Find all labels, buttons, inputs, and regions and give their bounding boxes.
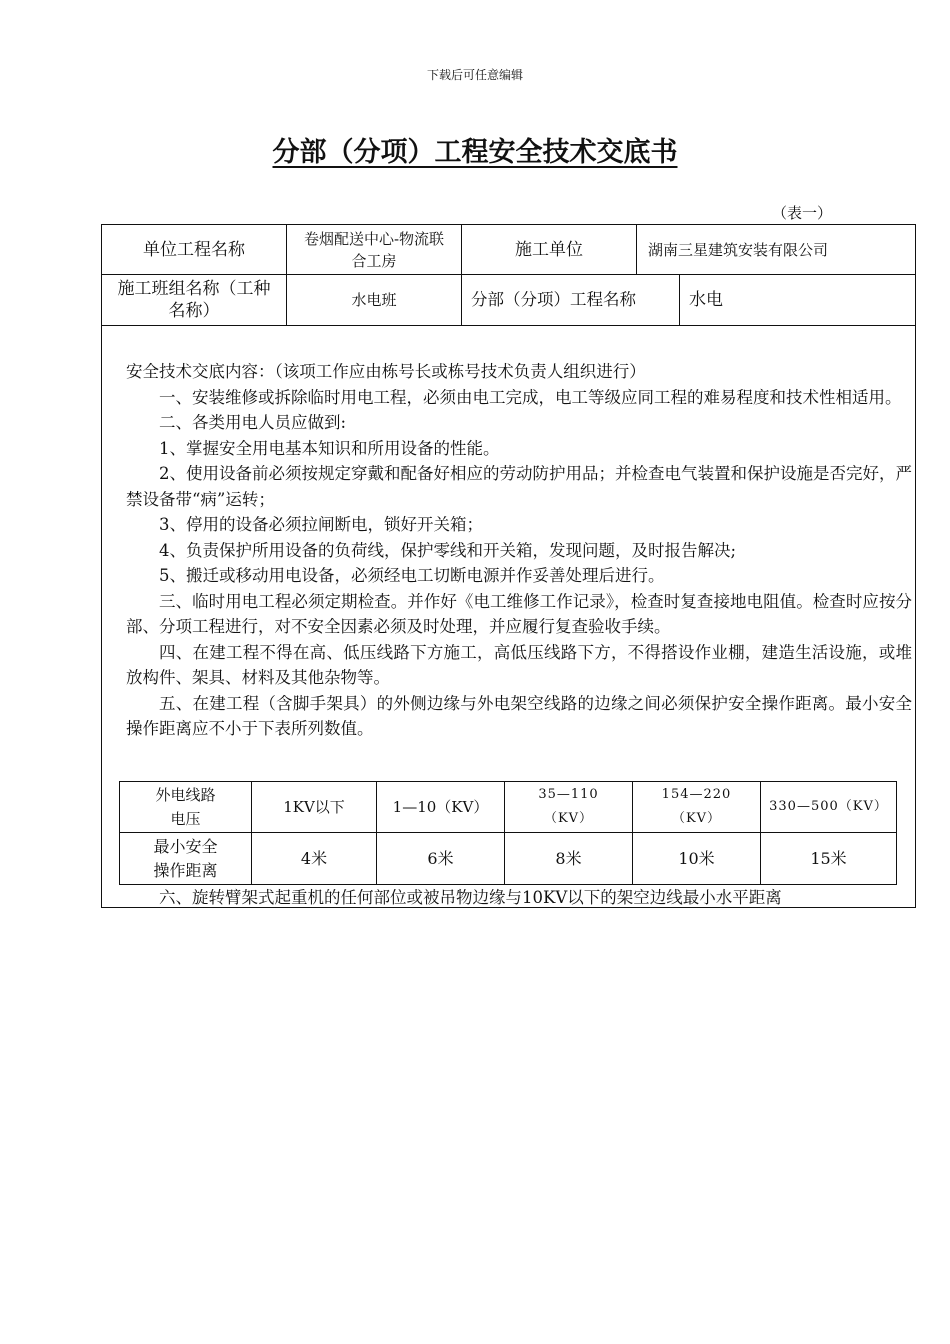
content-item-1: 一、安装维修或拆除临时用电工程，必须由电工完成，电工等级应同工程的难易程度和技术性相适用。 <box>159 387 902 407</box>
content-item-4: 四、在建工程不得在高、低压线路下方施工，高低压线路下方，不得搭设作业棚，建造生活设施，或堆放构件、架具、材料及其他杂物等。 <box>126 642 912 687</box>
header-note: 下载后可任意编辑 <box>426 68 523 82</box>
voltage-cell: 330—500（KV） <box>761 782 897 833</box>
distance-header: 最小安全操作距离 <box>120 833 252 885</box>
disclosure-content <box>126 359 912 742</box>
distance-cell: 15米 <box>761 833 897 885</box>
distance-cell: 10米 <box>633 833 761 885</box>
distance-cell: 6米 <box>377 833 505 885</box>
unit-project-label: 单位工程名称 <box>102 225 287 275</box>
content-item-6: 六、旋转臂架式起重机的任何部位或被吊物边缘与10KV以下的架空边线最小水平距离 <box>159 888 782 907</box>
content-item-2-5: 5、搬迁或移动用电设备，必须经电工切断电源并作妥善处理后进行。 <box>159 566 665 585</box>
voltage-cell: 35—110（KV） <box>505 782 633 833</box>
content-item-2-1: 1、掌握安全用电基本知识和所用设备的性能。 <box>159 438 500 458</box>
content-item-2-3: 3、停用的设备必须拉闸断电，锁好开关箱； <box>159 515 483 534</box>
distance-cell: 8米 <box>505 833 633 885</box>
document-title-text: 分部（分项）工程安全技术交底书 <box>272 137 678 168</box>
distance-row <box>120 833 897 885</box>
content-item-5: 五、在建工程（含脚手架具）的外侧边缘与外电架空线路的边缘之间必须保护安全操作距离。最小安全操作距离应不小于下表所列数值。 <box>126 693 912 738</box>
sub-project-value: 水电 <box>680 275 915 326</box>
voltage-cell: 154—220（KV） <box>633 782 761 833</box>
voltage-header: 外电线路电压 <box>120 782 252 833</box>
table-number: （表一） <box>772 204 833 222</box>
content-item-3: 三、临时用电工程必须定期检查。并作好《电工维修工作记录》，检查时复查接地电阻值。检查时应按分部、分项工程进行，对不安全因素必须及时处理，并应履行复查验收手续。 <box>126 591 912 636</box>
content-item-2-2: 2、使用设备前必须按规定穿戴和配备好相应的劳动防护用品；并检查电气装置和保护设施是否完好，严禁设备带“病”运转； <box>126 464 912 509</box>
content-item-2: 二、各类用电人员应做到: <box>159 413 347 432</box>
voltage-cell: 1—10（KV） <box>377 782 505 833</box>
disclosure-form <box>101 224 916 908</box>
team-value: 水电班 <box>287 275 462 326</box>
sub-project-label: 分部（分项）工程名称 <box>462 275 680 326</box>
voltage-cell: 1KV以下 <box>252 782 377 833</box>
construction-unit-value: 湖南三星建筑安装有限公司 <box>637 225 915 275</box>
construction-unit-label: 施工单位 <box>462 225 637 275</box>
voltage-row <box>120 782 897 833</box>
content-item-2-4: 4、负责保护所用设备的负荷线，保护零线和开关箱，发现问题，及时报告解决; <box>159 540 737 560</box>
team-label: 施工班组名称（工种名称） <box>102 275 287 326</box>
document-title <box>0 130 950 169</box>
unit-project-value: 卷烟配送中心-物流联合工房 <box>287 225 462 275</box>
safety-distance-table <box>119 781 897 885</box>
distance-cell: 4米 <box>252 833 377 885</box>
content-intro: 安全技术交底内容：（该项工作应由栋号长或栋号技术负责人组织进行） <box>126 362 646 381</box>
